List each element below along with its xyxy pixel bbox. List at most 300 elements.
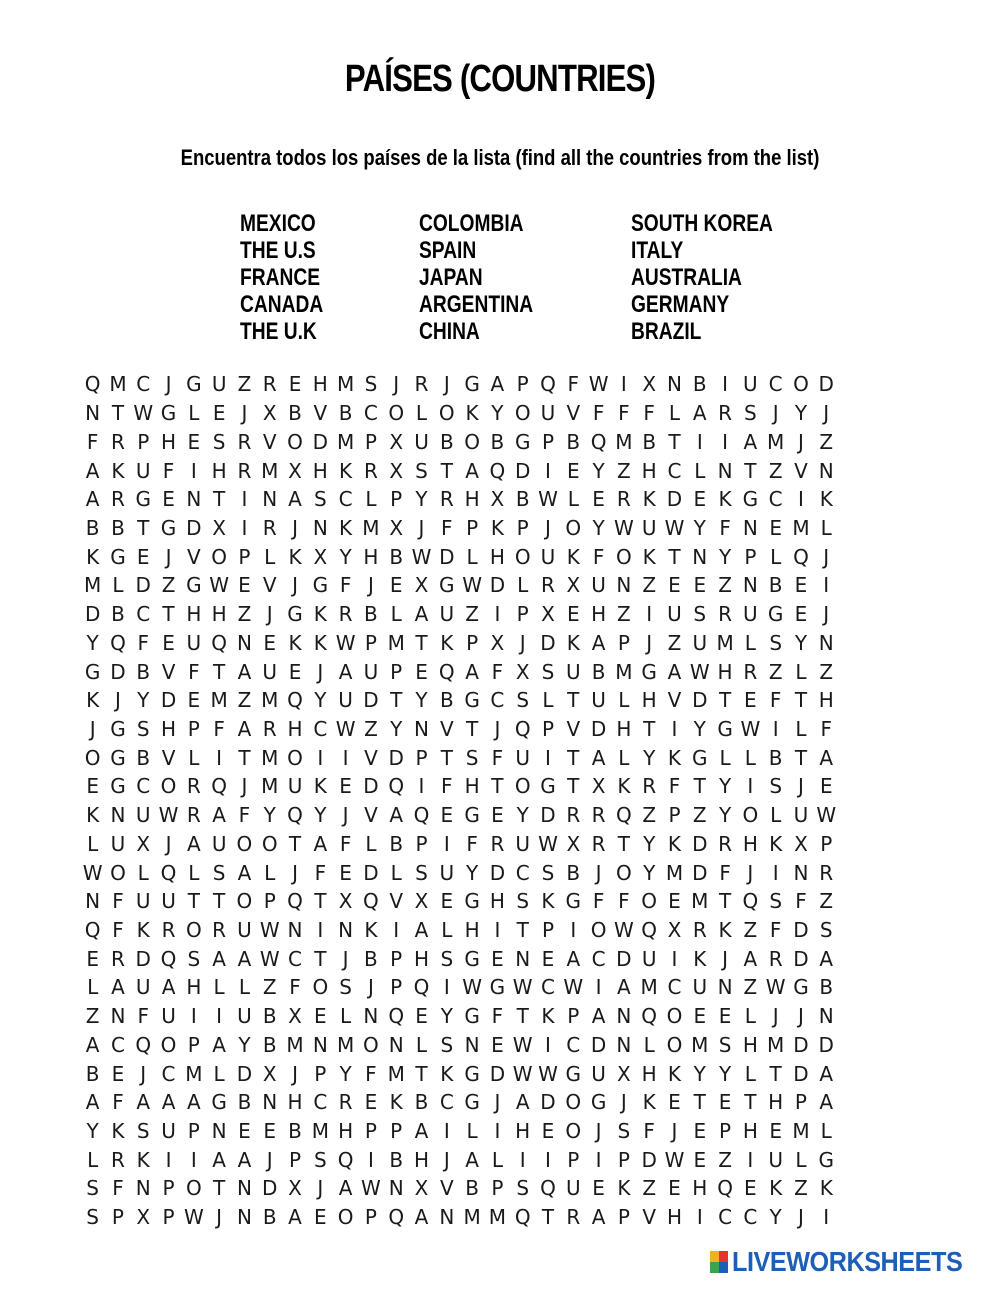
grid-cell[interactable]: S [86, 1176, 99, 1201]
grid-cell[interactable]: J [443, 1147, 450, 1172]
grid-cell[interactable]: I [393, 918, 400, 943]
grid-cell[interactable]: I [190, 458, 197, 483]
grid-cell[interactable]: K [718, 918, 732, 943]
grid-cell[interactable]: M [716, 630, 734, 655]
grid-cell[interactable]: R [692, 918, 707, 943]
grid-cell[interactable]: B [237, 1090, 252, 1115]
grid-cell[interactable]: I [671, 716, 678, 741]
grid-cell[interactable]: Y [263, 803, 276, 828]
grid-cell[interactable]: P [415, 831, 428, 856]
grid-cell[interactable]: B [262, 1004, 277, 1029]
grid-cell[interactable]: T [213, 659, 226, 684]
grid-cell[interactable]: T [516, 1004, 529, 1029]
grid-cell[interactable]: E [693, 1119, 707, 1144]
grid-cell[interactable]: B [262, 1205, 277, 1230]
grid-cell[interactable]: E [314, 1205, 327, 1230]
grid-cell[interactable]: M [336, 372, 355, 397]
grid-cell[interactable]: F [112, 889, 124, 914]
grid-cell[interactable]: L [795, 716, 807, 741]
grid-cell[interactable]: X [288, 1004, 302, 1029]
grid-cell[interactable]: U [363, 659, 379, 684]
grid-cell[interactable]: O [438, 401, 455, 426]
grid-cell[interactable]: N [262, 487, 278, 512]
grid-cell[interactable]: L [770, 803, 782, 828]
grid-cell[interactable]: Q [388, 1004, 405, 1029]
grid-cell[interactable]: P [288, 1147, 302, 1172]
grid-cell[interactable]: Z [692, 803, 707, 828]
grid-cell[interactable]: J [292, 860, 298, 885]
grid-cell[interactable]: O [312, 975, 329, 1000]
grid-cell[interactable]: L [744, 1004, 756, 1029]
grid-cell[interactable]: K [642, 1090, 656, 1115]
grid-cell[interactable]: G [464, 1090, 480, 1115]
grid-cell[interactable]: A [617, 975, 631, 1000]
grid-cell[interactable]: K [339, 458, 353, 483]
grid-cell[interactable]: E [718, 1090, 732, 1115]
grid-cell[interactable]: R [718, 602, 733, 627]
grid-cell[interactable]: Q [717, 1176, 733, 1201]
grid-cell[interactable]: E [819, 774, 833, 799]
grid-cell[interactable]: G [439, 573, 455, 598]
grid-cell[interactable]: B [111, 602, 125, 627]
grid-cell[interactable]: K [642, 544, 656, 569]
grid-cell[interactable]: W [259, 918, 280, 943]
grid-cell[interactable]: N [287, 918, 303, 943]
grid-cell[interactable]: J [798, 1004, 804, 1029]
grid-cell[interactable]: S [415, 458, 428, 483]
grid-cell[interactable]: N [388, 1032, 404, 1057]
grid-cell[interactable]: T [111, 401, 125, 426]
grid-cell[interactable]: P [314, 1061, 327, 1086]
grid-cell[interactable]: N [793, 860, 809, 885]
grid-cell[interactable]: I [545, 745, 551, 770]
grid-cell[interactable]: A [161, 975, 176, 1000]
grid-cell[interactable]: H [768, 1090, 784, 1115]
grid-cell[interactable]: A [288, 1205, 302, 1230]
grid-cell[interactable]: C [439, 1090, 454, 1115]
grid-cell[interactable]: B [566, 429, 581, 454]
grid-cell[interactable]: S [769, 889, 783, 914]
grid-cell[interactable]: D [262, 1176, 278, 1201]
grid-cell[interactable]: P [238, 544, 251, 569]
grid-cell[interactable]: A [591, 630, 606, 655]
grid-cell[interactable]: U [262, 659, 278, 684]
grid-cell[interactable]: F [719, 860, 731, 885]
grid-cell[interactable]: Z [768, 458, 783, 483]
grid-cell[interactable]: C [313, 1090, 328, 1115]
grid-cell[interactable]: N [363, 1004, 379, 1029]
grid-cell[interactable]: W [538, 487, 558, 512]
grid-cell[interactable]: G [110, 774, 126, 799]
grid-cell[interactable]: M [261, 745, 279, 770]
grid-cell[interactable]: F [441, 515, 453, 540]
grid-cell[interactable]: T [415, 1061, 428, 1086]
grid-cell[interactable]: X [642, 372, 657, 397]
grid-cell[interactable]: T [415, 630, 428, 655]
grid-cell[interactable]: O [793, 372, 809, 397]
grid-cell[interactable]: U [135, 975, 151, 1000]
grid-cell[interactable]: H [489, 544, 505, 569]
grid-cell[interactable]: Y [415, 688, 428, 713]
grid-cell[interactable]: W [538, 831, 558, 856]
grid-cell[interactable]: C [136, 372, 151, 397]
grid-cell[interactable]: Z [465, 602, 479, 627]
grid-cell[interactable]: C [136, 774, 151, 799]
grid-cell[interactable]: K [111, 458, 125, 483]
grid-cell[interactable]: K [819, 1176, 833, 1201]
grid-cell[interactable]: I [216, 1004, 223, 1029]
grid-cell[interactable]: O [84, 745, 101, 770]
grid-cell[interactable]: E [592, 487, 605, 512]
grid-cell[interactable]: D [135, 573, 151, 598]
grid-cell[interactable]: P [415, 745, 428, 770]
grid-cell[interactable]: U [287, 774, 303, 799]
grid-cell[interactable]: O [514, 401, 531, 426]
grid-cell[interactable]: Q [287, 688, 303, 713]
grid-cell[interactable]: M [336, 1032, 355, 1057]
grid-cell[interactable]: E [162, 630, 175, 655]
grid-cell[interactable]: B [111, 515, 125, 540]
grid-cell[interactable]: K [617, 774, 631, 799]
grid-cell[interactable]: D [666, 487, 683, 512]
grid-cell[interactable]: I [342, 745, 349, 770]
grid-cell[interactable]: E [111, 1061, 125, 1086]
grid-cell[interactable]: F [339, 573, 352, 598]
grid-cell[interactable]: J [646, 630, 653, 655]
grid-cell[interactable]: A [515, 1090, 530, 1115]
grid-cell[interactable]: C [743, 1205, 758, 1230]
grid-cell[interactable]: P [516, 602, 529, 627]
grid-cell[interactable]: F [86, 429, 99, 454]
grid-cell[interactable]: W [664, 1147, 685, 1172]
grid-cell[interactable]: E [314, 1004, 327, 1029]
grid-cell[interactable]: Z [642, 1176, 657, 1201]
grid-cell[interactable]: O [616, 860, 632, 885]
grid-cell[interactable]: Q [160, 860, 177, 885]
grid-cell[interactable]: M [792, 1119, 810, 1144]
grid-cell[interactable]: F [491, 659, 504, 684]
grid-cell[interactable]: A [819, 946, 834, 971]
grid-cell[interactable]: L [390, 860, 402, 885]
grid-cell[interactable]: B [439, 688, 454, 713]
grid-cell[interactable]: B [768, 573, 783, 598]
grid-cell[interactable]: T [794, 745, 808, 770]
grid-cell[interactable]: N [414, 716, 429, 741]
grid-cell[interactable]: K [313, 630, 327, 655]
grid-cell[interactable]: I [494, 918, 501, 943]
grid-cell[interactable]: B [439, 429, 454, 454]
grid-cell[interactable]: U [692, 975, 708, 1000]
grid-cell[interactable]: Y [693, 1061, 706, 1086]
grid-cell[interactable]: D [540, 1090, 556, 1115]
grid-cell[interactable]: N [818, 458, 834, 483]
grid-cell[interactable]: T [390, 688, 403, 713]
grid-cell[interactable]: R [110, 1147, 125, 1172]
grid-cell[interactable]: O [666, 1004, 683, 1029]
grid-cell[interactable]: L [213, 1061, 225, 1086]
grid-cell[interactable]: B [515, 487, 530, 512]
grid-cell[interactable]: T [288, 831, 302, 856]
grid-cell[interactable]: D [186, 515, 202, 540]
grid-cell[interactable]: E [566, 602, 580, 627]
grid-cell[interactable]: F [795, 889, 807, 914]
grid-cell[interactable]: I [241, 487, 248, 512]
grid-cell[interactable]: L [618, 688, 630, 713]
grid-cell[interactable]: F [162, 458, 175, 483]
grid-cell[interactable]: T [491, 774, 504, 799]
grid-cell[interactable]: E [541, 1119, 555, 1144]
grid-cell[interactable]: I [165, 1147, 172, 1172]
grid-cell[interactable]: X [566, 573, 581, 598]
grid-cell[interactable]: F [592, 889, 605, 914]
grid-cell[interactable]: I [595, 975, 602, 1000]
grid-cell[interactable]: E [440, 889, 454, 914]
grid-cell[interactable]: J [772, 401, 779, 426]
grid-cell[interactable]: E [693, 487, 707, 512]
grid-cell[interactable]: E [769, 1119, 782, 1144]
grid-cell[interactable]: V [642, 1205, 657, 1230]
grid-cell[interactable]: S [136, 716, 150, 741]
grid-cell[interactable]: W [538, 1061, 558, 1086]
grid-cell[interactable]: F [112, 1090, 124, 1115]
grid-cell[interactable]: N [236, 630, 252, 655]
grid-cell[interactable]: K [465, 401, 479, 426]
grid-cell[interactable]: L [491, 1147, 503, 1172]
grid-cell[interactable]: T [465, 716, 479, 741]
grid-cell[interactable]: J [823, 544, 830, 569]
grid-cell[interactable]: Z [819, 429, 834, 454]
grid-cell[interactable]: N [616, 1032, 632, 1057]
grid-cell[interactable]: C [515, 860, 530, 885]
grid-cell[interactable]: L [466, 1119, 478, 1144]
grid-cell[interactable]: C [667, 975, 682, 1000]
grid-cell[interactable]: V [667, 688, 682, 713]
grid-cell[interactable]: N [236, 1205, 252, 1230]
grid-cell[interactable]: Q [540, 372, 556, 397]
grid-cell[interactable]: U [135, 803, 151, 828]
grid-cell[interactable]: K [667, 745, 682, 770]
grid-cell[interactable]: O [641, 889, 658, 914]
grid-cell[interactable]: C [136, 602, 151, 627]
grid-cell[interactable]: T [162, 602, 175, 627]
grid-cell[interactable]: Z [617, 602, 631, 627]
grid-cell[interactable]: X [389, 429, 404, 454]
grid-cell[interactable]: T [213, 487, 226, 512]
grid-cell[interactable]: S [212, 860, 226, 885]
grid-cell[interactable]: C [768, 487, 783, 512]
grid-cell[interactable]: M [362, 515, 380, 540]
grid-cell[interactable]: A [465, 1147, 479, 1172]
grid-cell[interactable]: T [693, 1090, 706, 1115]
grid-cell[interactable]: A [237, 860, 252, 885]
grid-cell[interactable]: N [338, 918, 354, 943]
grid-cell[interactable]: T [718, 688, 732, 713]
grid-cell[interactable]: W [664, 515, 685, 540]
grid-cell[interactable]: L [466, 544, 478, 569]
grid-cell[interactable]: A [566, 946, 581, 971]
grid-cell[interactable]: A [212, 946, 226, 971]
grid-cell[interactable]: Q [413, 803, 430, 828]
grid-cell[interactable]: P [491, 1176, 504, 1201]
grid-cell[interactable]: W [563, 975, 584, 1000]
grid-cell[interactable]: F [618, 401, 630, 426]
grid-cell[interactable]: E [415, 659, 428, 684]
grid-cell[interactable]: R [186, 803, 201, 828]
grid-cell[interactable]: G [135, 487, 151, 512]
grid-cell[interactable]: F [618, 889, 630, 914]
grid-cell[interactable]: A [161, 1090, 176, 1115]
grid-cell[interactable]: P [263, 889, 276, 914]
grid-cell[interactable]: I [620, 372, 627, 397]
grid-cell[interactable]: P [744, 544, 757, 569]
grid-cell[interactable]: C [363, 401, 378, 426]
grid-cell[interactable]: R [591, 831, 606, 856]
grid-cell[interactable]: A [465, 659, 479, 684]
grid-cell[interactable]: X [389, 458, 404, 483]
grid-cell[interactable]: R [110, 429, 125, 454]
grid-cell[interactable]: A [490, 372, 505, 397]
grid-cell[interactable]: F [769, 918, 782, 943]
grid-cell[interactable]: Z [743, 918, 758, 943]
grid-cell[interactable]: Y [794, 401, 808, 426]
grid-cell[interactable]: R [819, 860, 834, 885]
grid-cell[interactable]: U [439, 602, 455, 627]
grid-cell[interactable]: W [512, 975, 533, 1000]
grid-cell[interactable]: H [464, 918, 480, 943]
grid-cell[interactable]: O [666, 1032, 683, 1057]
grid-cell[interactable]: E [364, 1090, 378, 1115]
grid-cell[interactable]: L [365, 487, 377, 512]
grid-cell[interactable]: K [288, 544, 302, 569]
grid-cell[interactable]: S [212, 429, 226, 454]
grid-cell[interactable]: E [86, 946, 99, 971]
grid-cell[interactable]: D [84, 602, 101, 627]
grid-cell[interactable]: E [136, 544, 150, 569]
grid-cell[interactable]: Y [794, 630, 808, 655]
grid-cell[interactable]: A [85, 487, 100, 512]
grid-cell[interactable]: K [440, 630, 454, 655]
grid-cell[interactable]: L [820, 1119, 832, 1144]
grid-cell[interactable]: A [237, 659, 252, 684]
grid-cell[interactable]: H [161, 429, 177, 454]
grid-cell[interactable]: Q [413, 975, 430, 1000]
grid-cell[interactable]: D [590, 1032, 607, 1057]
grid-cell[interactable]: M [463, 1205, 481, 1230]
grid-cell[interactable]: F [769, 688, 782, 713]
grid-cell[interactable]: N [717, 975, 733, 1000]
grid-cell[interactable]: J [494, 716, 501, 741]
grid-cell[interactable]: X [794, 831, 808, 856]
grid-cell[interactable]: G [186, 372, 202, 397]
grid-cell[interactable]: G [692, 745, 708, 770]
grid-cell[interactable]: B [136, 659, 151, 684]
grid-cell[interactable]: U [641, 515, 657, 540]
grid-cell[interactable]: W [462, 975, 482, 1000]
grid-cell[interactable]: P [390, 975, 403, 1000]
grid-cell[interactable]: G [84, 659, 101, 684]
grid-cell[interactable]: N [616, 573, 632, 598]
grid-cell[interactable]: E [238, 1119, 251, 1144]
grid-cell[interactable]: N [211, 1119, 227, 1144]
grid-cell[interactable]: U [515, 745, 531, 770]
grid-cell[interactable]: Q [211, 774, 227, 799]
grid-cell[interactable]: U [565, 659, 581, 684]
grid-cell[interactable]: V [566, 716, 581, 741]
grid-cell[interactable]: E [668, 573, 681, 598]
grid-cell[interactable]: A [136, 1090, 151, 1115]
grid-cell[interactable]: J [545, 515, 551, 540]
grid-cell[interactable]: J [241, 401, 248, 426]
grid-cell[interactable]: X [136, 831, 151, 856]
grid-cell[interactable]: I [696, 429, 703, 454]
grid-cell[interactable]: T [668, 429, 681, 454]
grid-cell[interactable]: B [85, 515, 100, 540]
grid-cell[interactable]: V [794, 458, 808, 483]
grid-cell[interactable]: P [567, 1004, 580, 1029]
grid-cell[interactable]: I [696, 1205, 703, 1230]
grid-cell[interactable]: D [388, 745, 404, 770]
grid-cell[interactable]: S [339, 975, 352, 1000]
grid-cell[interactable]: A [313, 831, 328, 856]
grid-cell[interactable]: H [515, 1119, 531, 1144]
grid-cell[interactable]: S [617, 1119, 631, 1144]
grid-cell[interactable]: E [541, 946, 555, 971]
grid-cell[interactable]: N [186, 487, 202, 512]
grid-cell[interactable]: D [692, 831, 708, 856]
grid-cell[interactable]: A [85, 1032, 100, 1057]
grid-cell[interactable]: A [591, 1004, 606, 1029]
grid-cell[interactable]: E [744, 688, 757, 713]
grid-cell[interactable]: Z [718, 573, 732, 598]
grid-cell[interactable]: L [795, 1147, 807, 1172]
grid-cell[interactable]: T [744, 1090, 757, 1115]
grid-cell[interactable]: N [666, 372, 682, 397]
grid-cell[interactable]: S [136, 1119, 150, 1144]
grid-cell[interactable]: B [389, 1147, 404, 1172]
grid-cell[interactable]: Y [643, 745, 656, 770]
grid-cell[interactable]: V [439, 1176, 454, 1201]
grid-cell[interactable]: T [794, 688, 808, 713]
grid-cell[interactable]: H [211, 458, 227, 483]
grid-cell[interactable]: U [135, 889, 151, 914]
grid-cell[interactable]: L [213, 975, 225, 1000]
grid-cell[interactable]: I [317, 745, 324, 770]
grid-cell[interactable]: Y [592, 458, 605, 483]
grid-cell[interactable]: Z [743, 975, 758, 1000]
grid-cell[interactable]: E [592, 1176, 605, 1201]
grid-cell[interactable]: B [768, 745, 783, 770]
grid-cell[interactable]: Z [642, 803, 657, 828]
grid-cell[interactable]: Y [769, 1205, 782, 1230]
grid-cell[interactable]: J [772, 1004, 779, 1029]
grid-cell[interactable]: U [743, 602, 758, 627]
grid-cell[interactable]: T [668, 544, 681, 569]
grid-cell[interactable]: K [111, 1119, 125, 1144]
grid-cell[interactable]: S [819, 918, 833, 943]
grid-cell[interactable]: A [591, 1205, 606, 1230]
grid-cell[interactable]: C [718, 1205, 733, 1230]
grid-cell[interactable]: K [136, 1147, 150, 1172]
grid-cell[interactable]: Q [287, 803, 303, 828]
grid-cell[interactable]: L [744, 1061, 756, 1086]
grid-cell[interactable]: O [110, 860, 126, 885]
grid-cell[interactable]: T [440, 458, 453, 483]
grid-cell[interactable]: G [464, 946, 480, 971]
grid-cell[interactable]: S [693, 602, 707, 627]
grid-cell[interactable]: H [464, 487, 480, 512]
grid-cell[interactable]: T [617, 831, 630, 856]
grid-cell[interactable]: O [590, 918, 607, 943]
